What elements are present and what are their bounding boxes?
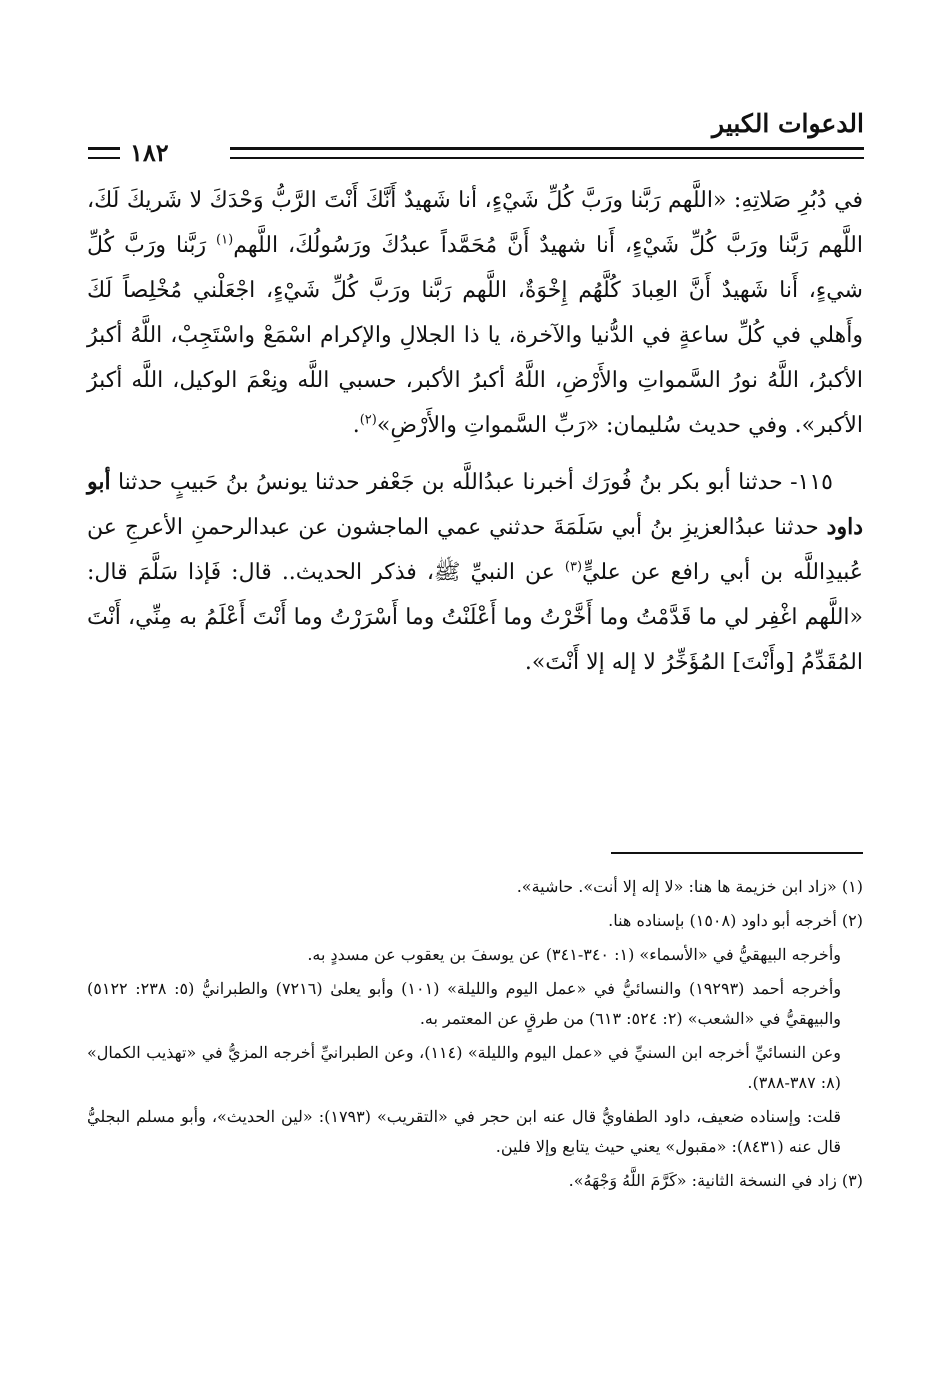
footnotes [87, 872, 863, 1200]
footnote-ref-2: (٢) [359, 412, 377, 428]
footnote-1: (١) «زاد ابن خزيمة ها هنا: «لا إله إلا أنت». حاشية». [516, 877, 863, 896]
paragraph-1-text-a: في دُبُرِ صَلاتِهِ: «اللَّهم رَبَّنا ورَبَّ كُلِّ شَيْءٍ، أنا شَهيدٌ أَنَّكَ أَنْتَ الرَّبُّ وَحْدَكَ لا شَريكَ لَكَ، اللَّهم رَبَّنا ورَبَّ كُلِّ شَيْءٍ، أَنا شهيدٌ أَنَّ مُحَمَّداً عبدُكَ ورَسُولُكَ، اللَّهم [87, 188, 863, 258]
paragraph-1 [87, 178, 863, 448]
paragraph-1-text-b: رَبَّنا ورَبَّ كُلِّ شيءٍ، أَنا شَهيدٌ أَنَّ العِبادَ كُلَّهُم إِخْوَةٌ، اللَّهم رَبَّنا ورَبَّ كُلِّ شَيْءٍ، اجْعَلْني مُخْلِصاً لَكَ وأَهلي في كُلِّ ساعةٍ في الدُّنيا والآخرة، يا ذا الجلالِ والإكرام اسْمَعْ واسْتَجِبْ، اللَّهُ أكبرُ الأكبرُ، اللَّهُ نورُ السَّمواتِ والأَرْضِ، اللَّهُ أكبرُ الأكبر، حسبي اللَّه ونِعْمَ الوكيل، اللَّه أكبرُ الأكبر». وفي حديث سُليمان: «رَبِّ السَّمواتِ والأَرْضِ» [87, 233, 863, 438]
footnote-2-line-b: وأخرجه أحمد (١٩٢٩٣) والنسائيُّ في «عمل اليوم والليلة» (١٠١) وأبو يعلىٰ (٧٢١٦) والطبرانيُّ (٥: ٢٣٨: ٥١٢٢) والبيهقيُّ في «الشعب» (٢: ٥٢٤: ٦١٣) من طرقٍ عن المعتمر به. [87, 979, 842, 1028]
footnote-ref-3: (٣) [564, 559, 583, 575]
footnote-ref-1: (١) [216, 232, 234, 248]
footnote-2-line-c: وعن النسائيِّ أخرجه ابن السنيِّ في «عمل اليوم والليلة» (١١٤)، وعن الطبرانيِّ أخرجه المزيُّ في «تهذيب الكمال» (٨: ٣٨٧-٣٨٨). [87, 1043, 841, 1092]
main-text [87, 178, 863, 697]
footnote-3: (٣) زاد في النسخة الثانية: «كَرَّمَ اللَّهُ وَجْهَهُ». [568, 1171, 863, 1190]
paragraph-1-end: . [352, 413, 360, 438]
paragraph-2-text-a: ١١٥- حدثنا أبو بكر بنُ فُورَك أخبرنا عبدُاللَّه بن جَعْفر حدثنا يونسُ بنُ حَبيبٍ حدثنا [110, 470, 833, 495]
page-header [88, 108, 864, 167]
footnote-2-line-a: وأخرجه البيهقيُّ في «الأسماء» (١: ٣٤٠-٣٤١) عن يوسفَ بن يعقوب عن مسددٍ به. [307, 945, 841, 964]
page-number: ١٨٢ [130, 138, 169, 167]
header-rule [230, 147, 864, 159]
paragraph-2-text-b: حدثنا عبدُالعزيزِ بنُ أبي سَلَمَةَ حدثني عمي الماجشون عن عبدالرحمنِ الأعرجِ عن عُبيدِاللَّه بن أبي رافع عن عليٍّ [87, 515, 864, 585]
narrator-name-bold: أبو داود [87, 469, 863, 540]
footnote-separator [611, 852, 863, 854]
footnote-2: (٢) أخرجه أبو داود (١٥٠٨) بإسناده هنا. [608, 911, 863, 930]
paragraph-2-text-c: عن النبيِّ ﷺ، فذكر الحديث.. قال: فَإذا سَلَّمَ قال: «اللَّهم اغْفِر لي ما قَدَّمْتُ وما أَخَّرْتُ وما أَعْلَنْتُ وما أَسْرَرْتُ وما أَنْتَ أَعْلَمُ به مِنِّي، أَنْتَ المُقَدِّمُ [وأَنْتَ] المُؤَخِّرُ لا إله إلا أَنْتَ». [87, 560, 863, 675]
header-rule-short [88, 147, 120, 159]
footnote-2-line-d: قلت: وإسناده ضعيف، داود الطفاويُّ قال عنه ابن حجر في «التقريب» (١٧٩٣): «لين الحديث»، وأبو مسلم البجليُّ قال عنه (٨٤٣١): «مقبول» يعني حيث يتابع وإلا فلين. [87, 1107, 841, 1156]
paragraph-2 [87, 460, 863, 685]
book-title: الدعوات الكبير [712, 109, 864, 138]
